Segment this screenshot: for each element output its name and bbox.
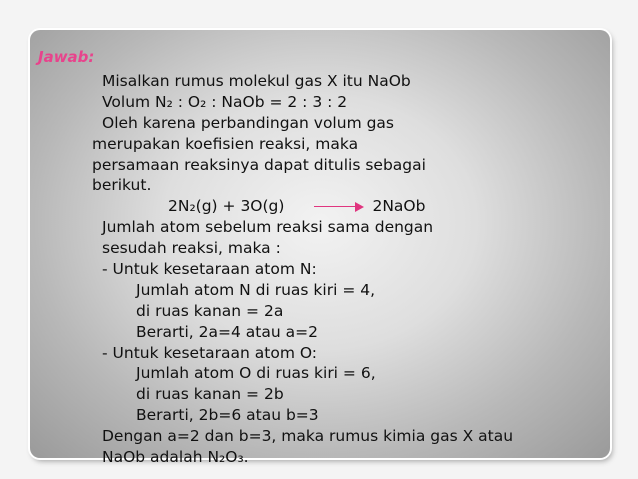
- text-line: - Untuk kesetaraan atom O:: [102, 343, 317, 362]
- text-line: Jumlah atom O di ruas kiri = 6,: [136, 364, 376, 383]
- product: 2NaOb: [372, 197, 426, 216]
- text-line: Oleh karena perbandingan volum gas: [102, 113, 395, 132]
- text-line: NaOb adalah N₂O₃.: [102, 448, 249, 466]
- reaction-equation: [168, 197, 425, 215]
- answer-heading: Jawab:: [38, 48, 95, 66]
- text-line: merupakan koefisien reaksi, maka: [92, 134, 359, 153]
- text-line: berikut.: [92, 176, 152, 195]
- text-line: di ruas kanan = 2a: [136, 301, 284, 320]
- text-line: Berarti, 2b=6 atau b=3: [136, 406, 319, 425]
- text-line: persamaan reaksinya dapat ditulis sebagai: [92, 155, 426, 174]
- text-line: - Untuk kesetaraan atom N:: [102, 260, 317, 278]
- text-line: Volum N₂ : O₂ : NaOb = 2 : 3 : 2: [102, 92, 348, 111]
- reaction-arrow-icon: [314, 202, 364, 212]
- text-line: Dengan a=2 dan b=3, maka rumus kimia gas X atau: [102, 427, 514, 446]
- text-line: Berarti, 2a=4 atau a=2: [136, 322, 318, 341]
- text-line: di ruas kanan = 2b: [136, 385, 284, 404]
- text-line: Jumlah atom sebelum reaksi sama dengan: [102, 218, 434, 237]
- text-line: Misalkan rumus molekul gas X itu NaOb: [102, 72, 411, 90]
- text-line: Jumlah atom N di ruas kiri = 4,: [136, 280, 376, 299]
- text-line: sesudah reaksi, maka :: [102, 239, 281, 258]
- reactants: 2N₂(g) + 3O(g): [168, 197, 285, 216]
